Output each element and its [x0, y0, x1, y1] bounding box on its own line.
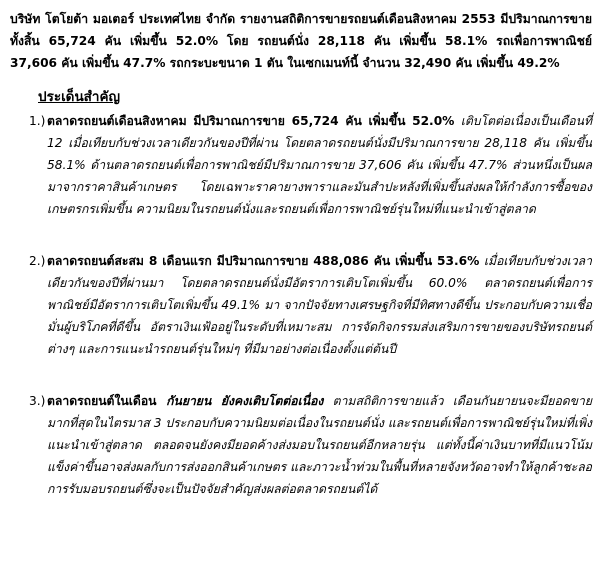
key-point-3	[10, 390, 592, 500]
key-point-2-body: เมื่อเทียบกับช่วงเวลาเดียวกันของปีที่ผ่านมา โดยตลาดรถยนต์นั่งมีอัตราการเติบโตเพิ่มขึ้น 60.0% ตลาดรถยนต์เพื่อการพาณิชย์มีอัตราการเติบโตเพิ่มขึ้น 49.1% มา จากปัจจัยทางเศรษฐกิจที่มีทิศทางดีขึ้น ประกอบกับความเชื่อมั่นผู้บริโภคที่ดีขึ้น อัตราเงินเฟ้ออยู่ในระดับที่เหมาะสม การจัดกิจกรรมส่งเสริมการขายของบริษัทรถยนต์ต่างๆ และการแนะนำรถยนต์รุ่นใหม่ๆ ที่มีมาอย่างต่อเนื่องตั้งแต่ต้นปี	[47, 254, 592, 356]
key-point-1	[10, 110, 592, 220]
section-heading: ประเด็นสำคัญ	[38, 89, 121, 105]
key-point-3-number: 3.)	[29, 394, 46, 408]
key-point-2-number: 2.)	[29, 254, 46, 268]
key-point-3-emphasis: กันยายน ยังคงเติบโตต่อเนื่อง	[166, 394, 324, 408]
key-point-1-lead: ตลาดรถยนต์เดือนสิงหาคม มีปริมาณการขาย 65,724 คัน เพิ่มขึ้น 52.0%	[47, 114, 455, 128]
key-point-2	[10, 250, 592, 360]
key-point-3-body: ตามสถิติการขายแล้ว เดือนกันยายนจะมียอดขายมากที่สุดในไตรมาส 3 ประกอบกับความนิยมต่อเนื่องในรถยนต์นั่ง และรถยนต์เพื่อการพาณิชย์รุ่นใหม่ที่เพิ่งแนะนำเข้าสู่ตลาด ตลอดจนยังคงมียอดค้างส่งมอบในรถยนต์อีกหลายรุ่น แต่ทั้งนี้ค่าเงินบาทที่มีแนวโน้มแข็งค่าขึ้นอาจส่งผลกับการส่งออกสินค้าเกษตร และภาวะน้ำท่วมในพื้นที่หลายจังหวัดอาจทำให้ลูกค้าชะลอการรับมอบรถยนต์ซึ่งจะเป็นปัจจัยสำคัญส่งผลต่อตลาดรถยนต์ได้	[47, 394, 592, 496]
intro-paragraph: บริษัท โตโยต้า มอเตอร์ ประเทศไทย จำกัด รายงานสถิติการขายรถยนต์เดือนสิงหาคม 2553 มีปริมาณการขายทั้งสิ้น 65,724 คัน เพิ่มขึ้น 52.0% โดย รถยนต์นั่ง 28,118 คัน เพิ่มขึ้น 58.1% รถเพื่อการพาณิชย์ 37,606 คัน เพิ่มขึ้น 47.7% รถกระบะขนาด 1 ตัน ในเซกเมนท์นี้ จำนวน 32,490 คัน เพิ่มขึ้น 49.2%	[10, 12, 592, 70]
key-point-1-body: เติบโตต่อเนื่องเป็นเดือนที่ 12 เมื่อเทียบกับช่วงเวลาเดียวกันของปีที่ผ่าน โดยตลาดรถยนต์นั่งมีปริมาณการขาย 28,118 คัน เพิ่มขึ้น 58.1% ด้านตลาดรถยนต์เพื่อการพาณิชย์มีปริมาณการขาย 37,606 คัน เพิ่มขึ้น 47.7% ส่วนหนึ่งเป็นผลมาจากราคาสินค้าเกษตร โดยเฉพาะราคายางพาราและมันสำปะหลังที่เพิ่มขึ้นส่งผลให้กำลังการซื้อของเกษตรกรเพิ่มขึ้น ความนิยมในรถยนต์นั่งและรถยนต์เพื่อการพาณิชย์รุ่นใหม่ที่แนะนำเข้าสู่ตลาด	[47, 114, 592, 216]
key-point-1-number: 1.)	[29, 114, 46, 128]
key-point-3-lead: ตลาดรถยนต์ในเดือน	[47, 394, 167, 408]
key-point-2-lead: ตลาดรถยนต์สะสม 8 เดือนแรก มีปริมาณการขาย 488,086 คัน เพิ่มขึ้น 53.6%	[47, 254, 480, 268]
